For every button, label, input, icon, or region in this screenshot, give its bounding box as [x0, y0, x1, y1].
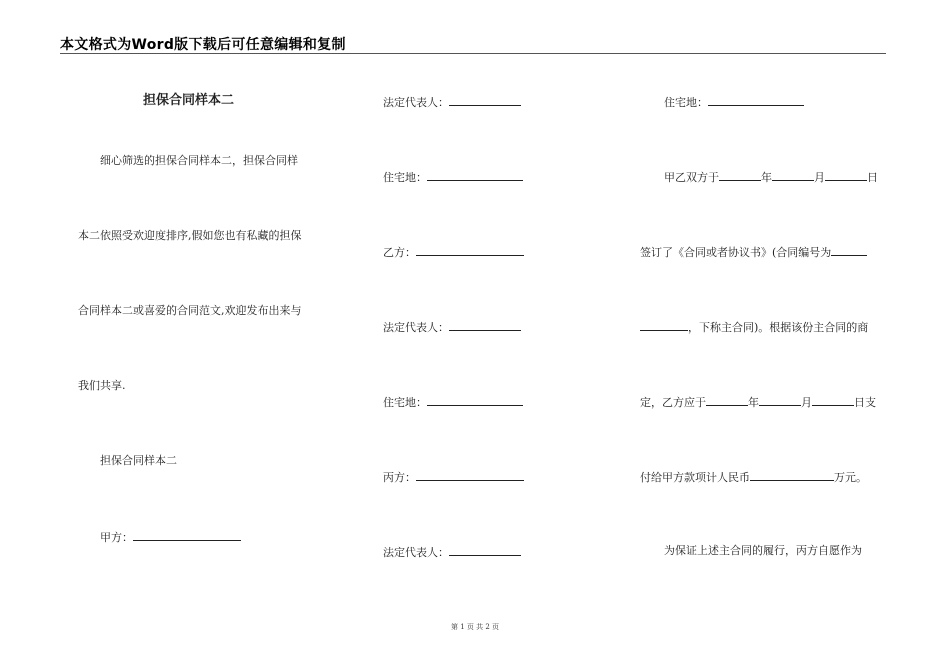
- address-line-2: [383, 394, 523, 410]
- legal-rep-label: 法定代表人：: [383, 321, 449, 334]
- section-subtitle: 担保合同样本二: [100, 454, 177, 467]
- address-blank: [427, 394, 523, 406]
- address-label: 住宅地：: [383, 171, 427, 184]
- party-c-line: [383, 469, 524, 485]
- year-label: 年: [748, 396, 759, 409]
- header-divider: [60, 53, 886, 54]
- legal-rep-line-1: [383, 94, 521, 110]
- day-label: 日: [867, 171, 878, 184]
- contract-number-blank: [831, 244, 867, 256]
- address-blank: [427, 169, 523, 181]
- guarantee-line: 为保证上述主合同的履行，丙方自愿作为: [664, 544, 862, 557]
- legal-rep-blank: [449, 94, 521, 106]
- party-c-label: 丙方：: [383, 471, 416, 484]
- address-line-1: [383, 169, 523, 185]
- year-blank: [719, 169, 761, 181]
- party-b-label: 乙方：: [383, 246, 416, 259]
- address-line-3: [664, 94, 804, 110]
- main-contract-text: ，下称主合同)。根据该份主合同的商: [688, 321, 869, 334]
- intro-line-1: 细心筛选的担保合同样本二，担保合同样: [100, 154, 298, 167]
- contract-date-prefix: 甲乙双方于: [664, 171, 719, 184]
- party-b-blank: [416, 244, 524, 256]
- address-label: 住宅地：: [664, 96, 708, 109]
- amount-unit: 万元。: [834, 471, 867, 484]
- legal-rep-line-3: [383, 544, 521, 560]
- document-header: 本文格式为Word版下载后可任意编辑和复制: [60, 37, 346, 53]
- legal-rep-blank: [449, 319, 521, 331]
- contract-number-line: [640, 244, 867, 260]
- day-blank: [812, 394, 854, 406]
- legal-rep-label: 法定代表人：: [383, 96, 449, 109]
- amount-prefix: 付给甲方款项计人民币: [640, 471, 750, 484]
- intro-line-4: 我们共享.: [78, 379, 126, 392]
- contract-date-line: [664, 169, 878, 185]
- address-label: 住宅地：: [383, 396, 427, 409]
- day-blank: [825, 169, 867, 181]
- legal-rep-line-2: [383, 319, 521, 335]
- address-blank: [708, 94, 804, 106]
- page-number-footer: 第 1 页 共 2 页: [450, 623, 500, 631]
- payment-date-line: [640, 394, 876, 410]
- contract-number-text: 签订了《合同或者协议书》(合同编号为: [640, 246, 832, 259]
- party-b-line: [383, 244, 524, 260]
- party-c-blank: [416, 469, 524, 481]
- party-a-line: [100, 529, 241, 545]
- payment-date-prefix: 定，乙方应于: [640, 396, 706, 409]
- contract-number-blank-cont: [640, 319, 688, 331]
- month-blank: [772, 169, 814, 181]
- party-a-blank: [133, 529, 241, 541]
- intro-line-3: 合同样本二或喜爱的合同范文,欢迎发布出来与: [78, 304, 302, 317]
- day-label: 日支: [854, 396, 876, 409]
- document-title: 担保合同样本二: [143, 93, 235, 108]
- intro-line-2: 本二依照受欢迎度排序,假如您也有私藏的担保: [78, 229, 302, 242]
- party-a-label: 甲方：: [100, 531, 133, 544]
- year-blank: [706, 394, 748, 406]
- amount-line: [640, 469, 867, 485]
- legal-rep-label: 法定代表人：: [383, 546, 449, 559]
- legal-rep-blank: [449, 544, 521, 556]
- main-contract-line: [640, 319, 868, 335]
- amount-blank: [750, 469, 834, 481]
- month-blank: [759, 394, 801, 406]
- year-label: 年: [761, 171, 772, 184]
- month-label: 月: [801, 396, 812, 409]
- month-label: 月: [814, 171, 825, 184]
